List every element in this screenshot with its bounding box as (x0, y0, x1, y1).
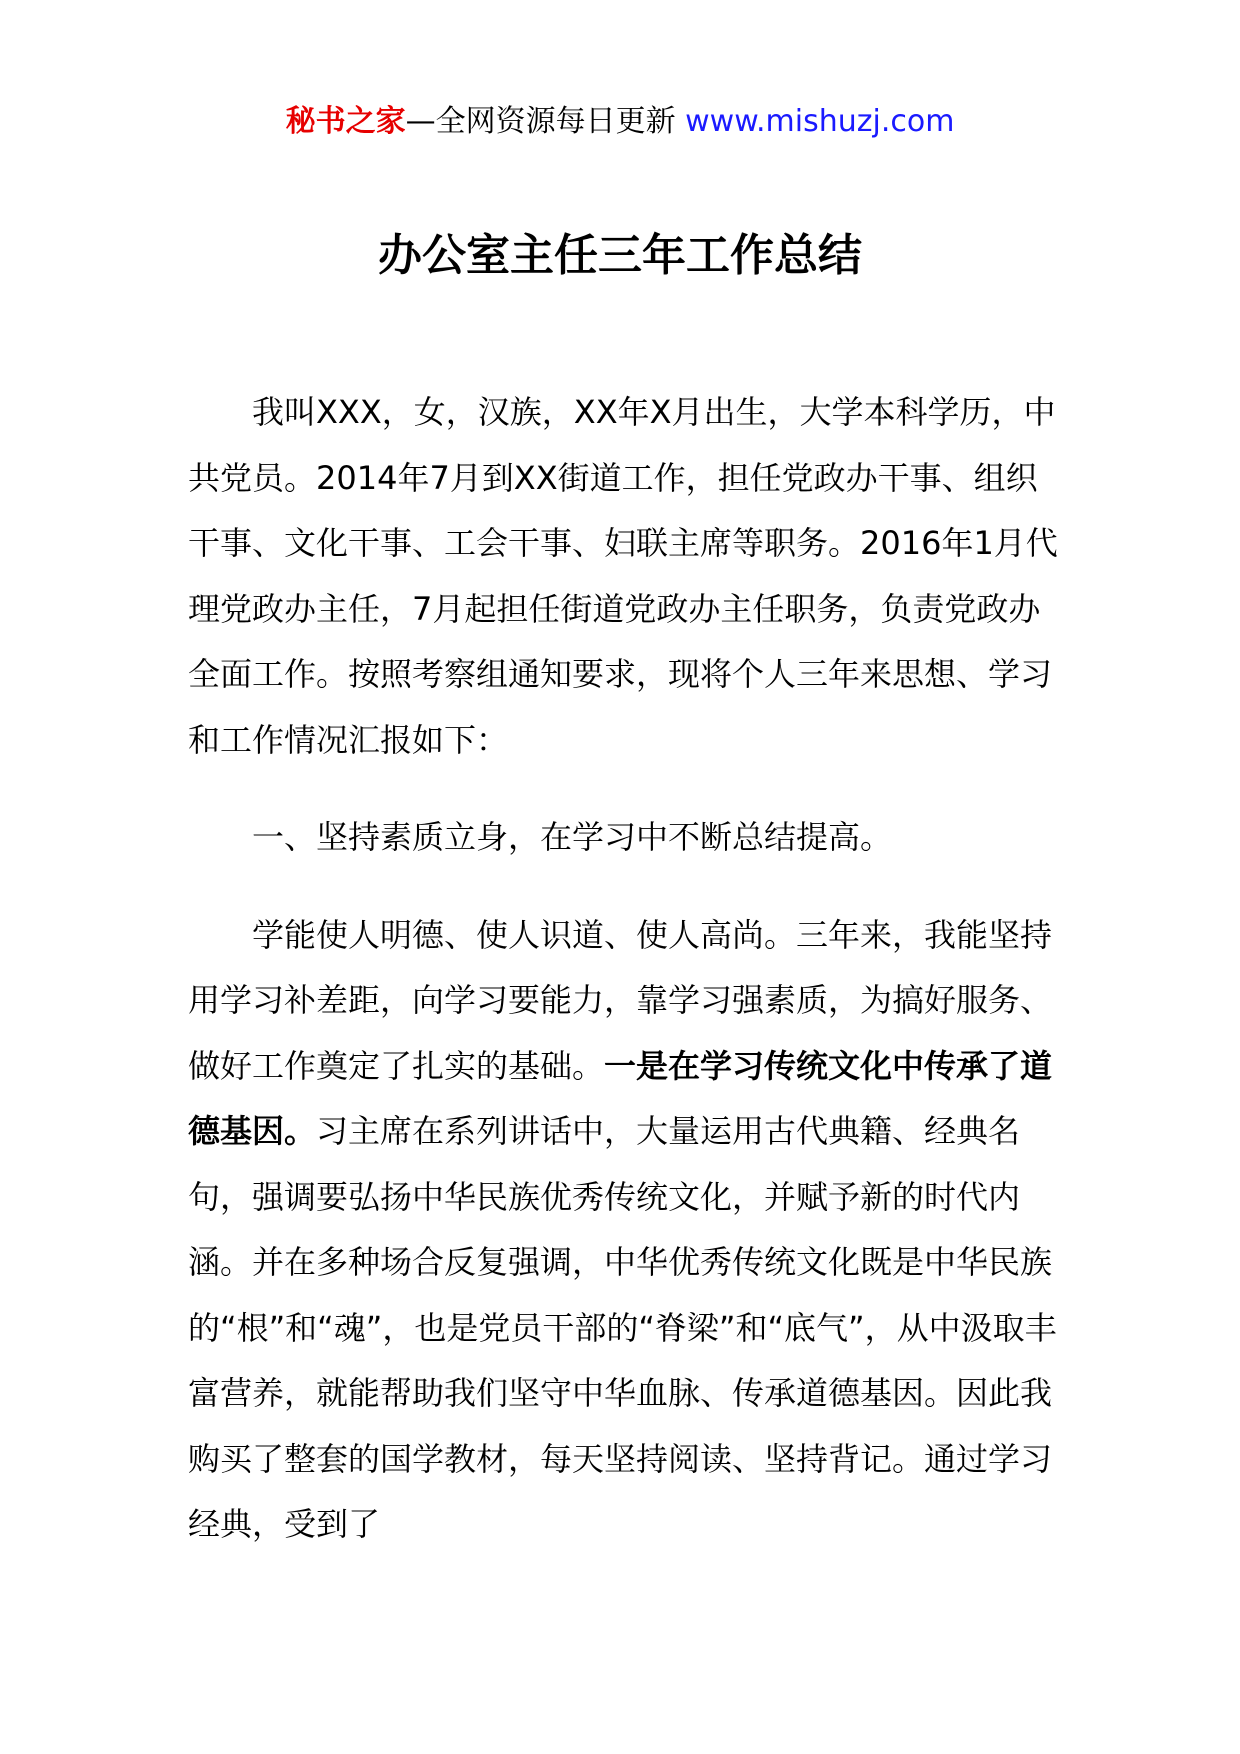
brand-name: 秘书之家 (285, 104, 406, 139)
site-slogan: —全网资源每日更新 (405, 104, 676, 139)
paragraph-study-bold-point: 一是在学习传统文化中传承了道德基因。 (188, 1046, 1053, 1150)
document-title: 办公室主任三年工作总结 (378, 230, 862, 281)
paragraph-study (188, 903, 1068, 1558)
site-header (0, 100, 1240, 144)
document-body (188, 380, 1068, 1590)
section-heading: 一、坚持素质立身，在学习中不断总结提高。 (252, 818, 893, 856)
paragraph-study-start: 学能使人明德、使人识道、使人高尚。三年来，我能坚持用学习补差距，向学习要能力，靠学习强素质，为搞好服务、做好工作奠定了扎实的基础。 (188, 915, 1053, 1085)
paragraph-intro: 我叫XXX，女，汉族，XX年X月出生，大学本科学历，中共党员。2014年7月到XX街道工作，担任党政办干事、组织干事、文化干事、工会干事、妇联主席等职务。2016年1月代理党政办主任，7月起担任街道党政办主任职务，负责党政办全面工作。按照考察组通知要求，现将个人三年来思想、学习和工作情况汇报如下： (188, 393, 1058, 759)
paragraph-study-end: 习主席在系列讲话中，大量运用古代典籍、经典名句，强调要弘扬中华民族优秀传统文化，并赋予新的时代内涵。并在多种场合反复强调，中华优秀传统文化既是中华民族的“根”和“魂”，也是党员干部的“脊梁”和“底气”，从中汲取丰富营养，就能帮助我们坚守中华血脉、传承道德基因。因此我购买了整套的国学教材，每天坚持阅读、坚持背记。通过学习经典，受到了 (188, 1112, 1057, 1543)
site-url-link[interactable]: www.mishuzj.com (685, 104, 955, 139)
